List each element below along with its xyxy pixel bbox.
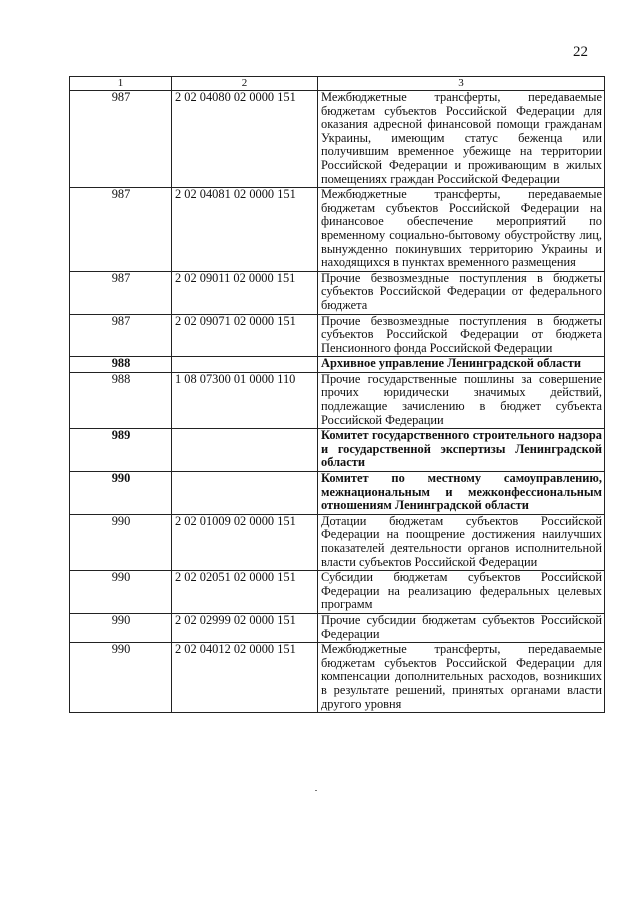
admin-code: 989 [70, 429, 172, 472]
table-row [70, 372, 605, 428]
revenue-code: 2 02 04081 02 0000 151 [172, 188, 318, 272]
revenue-description: Дотации бюджетам субъектов Российской Федерации на поощрение достижения наилучших показателей деятельности органов исполнительной власти субъектов Российской Федерации [318, 514, 605, 570]
column-header-1: 1 [70, 77, 172, 91]
admin-code: 990 [70, 571, 172, 614]
table-row-section-heading [70, 429, 605, 472]
table-row [70, 571, 605, 614]
table-header-row [70, 77, 605, 91]
revenue-description: Межбюджетные трансферты, передаваемые бюджетам субъектов Российской Федерации на финансовое обеспечение мероприятий по временному социально-бытовому обустройству лиц, вынужденно покинувших территорию Украины и находящихся в пунктах временного размещения [318, 188, 605, 272]
revenue-code [172, 429, 318, 472]
admin-code: 987 [70, 314, 172, 357]
revenue-code: 1 08 07300 01 0000 110 [172, 372, 318, 428]
revenue-description: Прочие безвозмездные поступления в бюджеты субъектов Российской Федерации от федерального бюджета [318, 271, 605, 314]
table-row [70, 514, 605, 570]
table-row [70, 613, 605, 642]
admin-code: 990 [70, 514, 172, 570]
table-row [70, 271, 605, 314]
revenue-code: 2 02 09071 02 0000 151 [172, 314, 318, 357]
admin-code: 987 [70, 188, 172, 272]
revenue-code [172, 357, 318, 373]
table-row [70, 643, 605, 713]
revenue-code: 2 02 09011 02 0000 151 [172, 271, 318, 314]
revenue-description: Межбюджетные трансферты, передаваемые бюджетам субъектов Российской Федерации для компенсации дополнительных расходов, возникших в результате решений, принятых органами власти другого уровня [318, 643, 605, 713]
administrator-name: Комитет по местному самоуправлению, межнациональным и межконфессиональным отношениям Ленинградской области [318, 472, 605, 515]
revenue-description: Прочие безвозмездные поступления в бюджеты субъектов Российской Федерации от бюджета Пенсионного фонда Российской Федерации [318, 314, 605, 357]
revenue-code: 2 02 01009 02 0000 151 [172, 514, 318, 570]
table-row [70, 91, 605, 188]
table-row-section-heading [70, 357, 605, 373]
revenue-code: 2 02 04080 02 0000 151 [172, 91, 318, 188]
admin-code: 987 [70, 91, 172, 188]
administrator-name: Архивное управление Ленинградской области [318, 357, 605, 373]
admin-code: 987 [70, 271, 172, 314]
revenue-description: Межбюджетные трансферты, передаваемые бюджетам субъектов Российской Федерации для оказания адресной финансовой помощи гражданам Украины, имеющим статус беженца или получившим временное убежище на территории Российской Федерации и проживающим в жилых помещениях граждан Российской Федерации [318, 91, 605, 188]
admin-code: 988 [70, 372, 172, 428]
revenue-code: 2 02 02999 02 0000 151 [172, 613, 318, 642]
column-header-3: 3 [318, 77, 605, 91]
revenue-code: 2 02 04012 02 0000 151 [172, 643, 318, 713]
scan-mark [315, 790, 317, 791]
revenue-description: Прочие субсидии бюджетам субъектов Российской Федерации [318, 613, 605, 642]
page-number: 22 [573, 44, 588, 60]
admin-code: 990 [70, 613, 172, 642]
admin-code: 990 [70, 643, 172, 713]
column-header-2: 2 [172, 77, 318, 91]
table-row [70, 188, 605, 272]
revenue-code: 2 02 02051 02 0000 151 [172, 571, 318, 614]
revenue-description: Прочие государственные пошлины за совершение прочих юридически значимых действий, подлежащие зачислению в бюджет субъекта Российской Федерации [318, 372, 605, 428]
admin-code: 990 [70, 472, 172, 515]
table-row [70, 314, 605, 357]
revenue-description: Субсидии бюджетам субъектов Российской Федерации на реализацию федеральных целевых программ [318, 571, 605, 614]
revenue-code [172, 472, 318, 515]
table-row-section-heading [70, 472, 605, 515]
administrator-name: Комитет государственного строительного надзора и государственной экспертизы Ленинградской области [318, 429, 605, 472]
budget-classification-table [69, 76, 605, 713]
admin-code: 988 [70, 357, 172, 373]
